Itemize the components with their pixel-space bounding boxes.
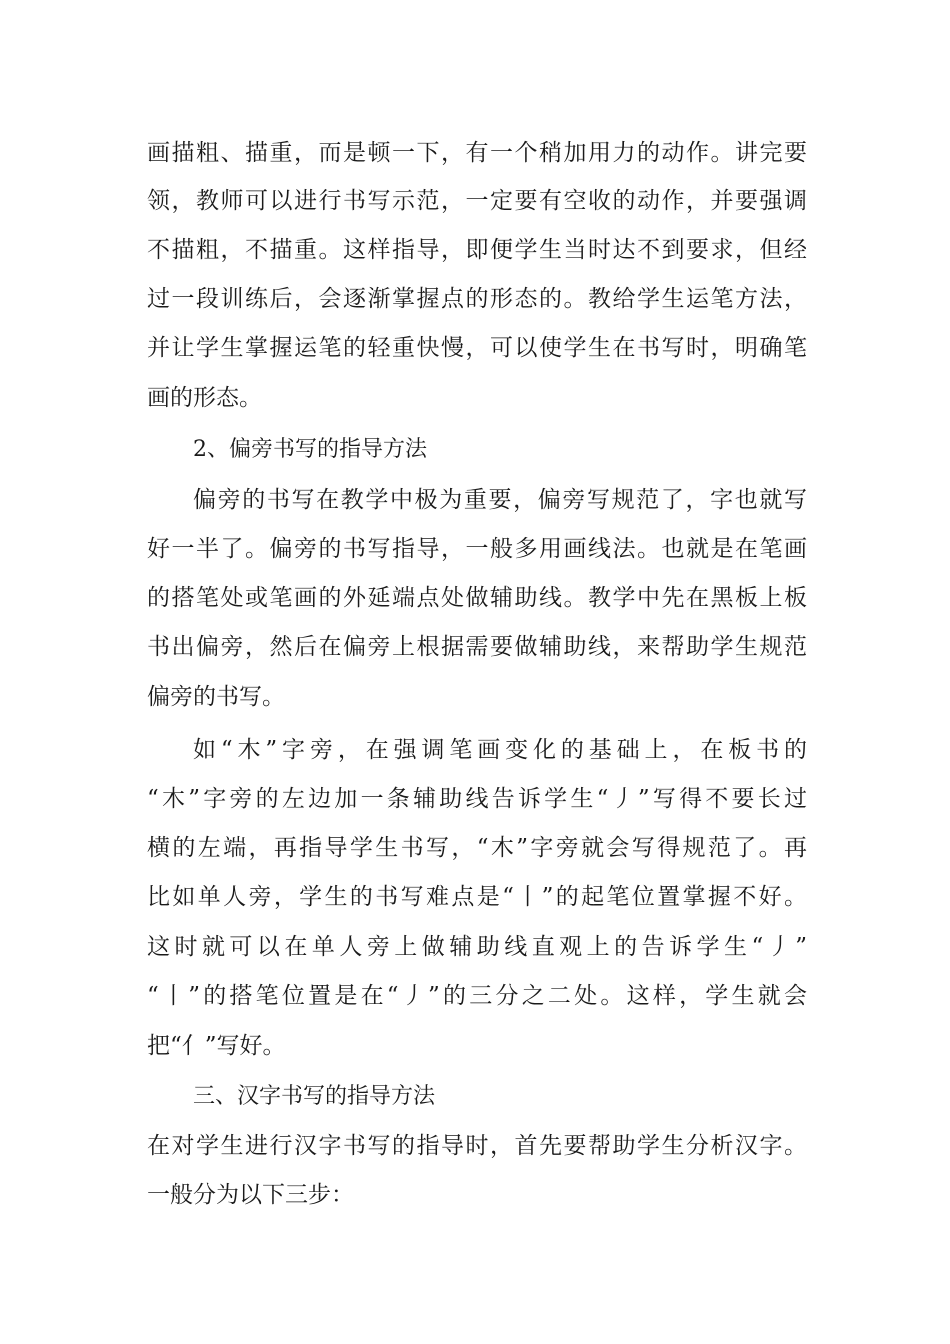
text-line-16: 比如单人旁，学生的书写难点是“丨”的起笔位置掌握不好。 (147, 884, 807, 910)
text-line-13: 如“木”字旁，在强调笔画变化的基础上，在板书的 (193, 737, 807, 763)
text-line-18: “丨”的搭笔位置是在“丿”的三分之二处。这样，学生就会 (147, 983, 807, 1009)
text-line-8: 偏旁的书写在教学中极为重要，偏旁写规范了，字也就写 (193, 487, 807, 513)
text-line-17: 这时就可以在单人旁上做辅助线直观上的告诉学生“丿” (147, 934, 807, 960)
section-heading-radicals: 2、偏旁书写的指导方法 (193, 437, 427, 462)
text-line-4: 过一段训练后，会逐渐掌握点的形态的。教给学生运笔方法， (147, 286, 807, 312)
text-line-19: 把“亻”写好。 (147, 1033, 286, 1059)
text-line-3: 不描粗，不描重。这样指导，即便学生当时达不到要求，但经 (147, 237, 807, 263)
text-line-15: 横的左端，再指导学生书写，“木”字旁就会写得规范了。再 (147, 835, 807, 861)
text-line-14: “木”字旁的左边加一条辅助线告诉学生“丿”写得不要长过 (147, 786, 807, 812)
text-line-9: 好一半了。偏旁的书写指导，一般多用画线法。也就是在笔画 (147, 536, 807, 562)
text-line-1: 画描粗、描重，而是顿一下，有一个稍加用力的动作。讲完要 (147, 140, 807, 166)
text-line-2: 领，教师可以进行书写示范，一定要有空收的动作，并要强调 (147, 188, 807, 214)
text-line-6: 画的形态。 (147, 385, 262, 411)
text-line-5: 并让学生掌握运笔的轻重快慢，可以使学生在书写时，明确笔 (147, 335, 807, 361)
text-line-22: 一般分为以下三步： (147, 1182, 354, 1208)
text-line-12: 偏旁的书写。 (147, 684, 285, 710)
text-line-21: 在对学生进行汉字书写的指导时，首先要帮助学生分析汉字。 (147, 1133, 807, 1159)
text-line-11: 书出偏旁，然后在偏旁上根据需要做辅助线，来帮助学生规范 (147, 634, 807, 660)
section-heading-characters: 三、汉字书写的指导方法 (193, 1084, 436, 1109)
text-line-10: 的搭笔处或笔画的外延端点处做辅助线。教学中先在黑板上板 (147, 585, 807, 611)
